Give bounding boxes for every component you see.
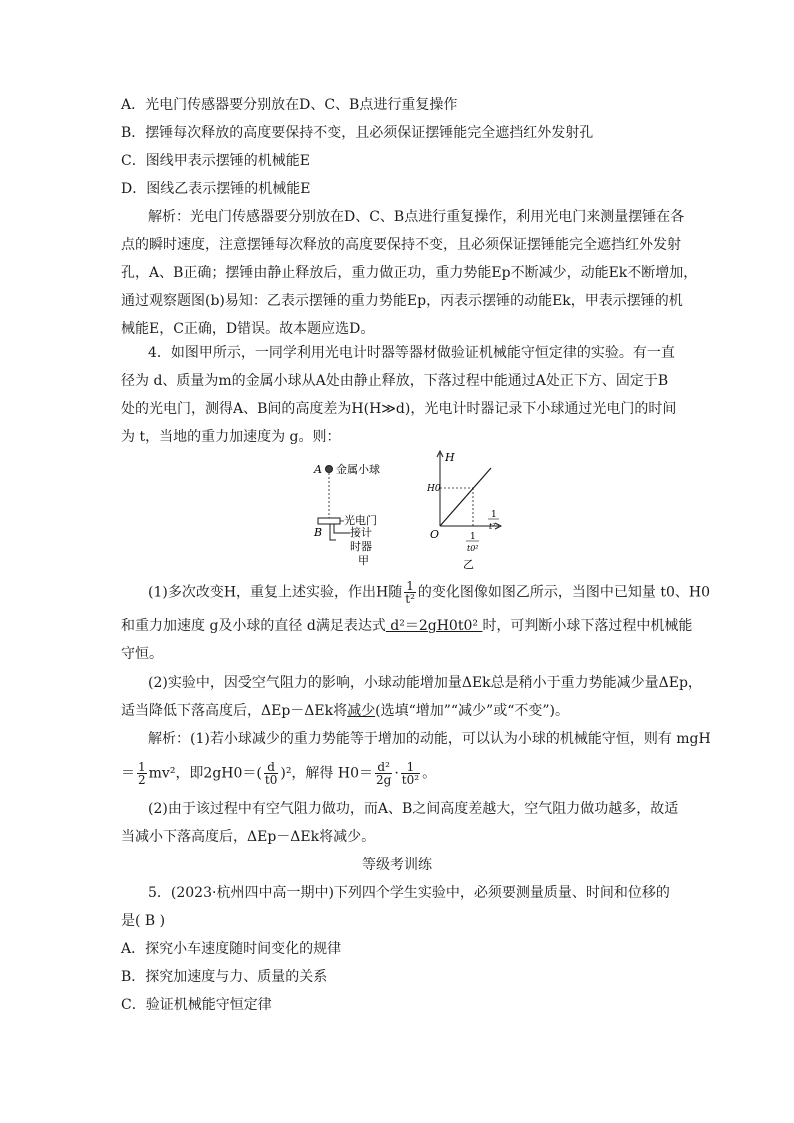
q5-line1: 5．(2023·杭州四中高一期中)下列四个学生实验中，必须要测量质量、时间和位移的 xyxy=(148,885,670,901)
x-tick-den: t0² xyxy=(467,544,479,553)
q5-line2: 是( B ) xyxy=(121,913,166,929)
q4-stem-line: 为 t，当地的重力加速度为 g。则： xyxy=(121,429,341,445)
analysis-q4-line1: 解析：(1)若小球减少的重力势能等于增加的动能，可以认为小球的机械能守恒，则有 mgH xyxy=(148,731,711,747)
point-a-label: A xyxy=(314,463,322,476)
analysis-q3-line: 解析：光电门传感器要分别放在D、C、B点进行重复操作，利用光电门来测量摆锤在各 xyxy=(148,209,685,225)
analysis-q3-line: 点的瞬时速度，注意摆锤每次释放的高度要保持不变，且必须保证摆锤能完全遮挡红外发射 xyxy=(121,237,681,253)
q4-part1-line2: 和重力加速度 g及小球的直径 d满足表达式 d²＝2gH0t0² 时，可判断小球下落过程中机械能 xyxy=(121,618,693,634)
option-d: D．图线乙表示摆锤的机械能E xyxy=(121,181,311,197)
q5-option-b: B．探究加速度与力、质量的关系 xyxy=(121,969,328,985)
y-tick-label: H0 xyxy=(427,484,441,494)
q4-stem-line: 处的光电门，测得A、B间的高度差为H(H≫d)，光电计时器记录下小球通过光电门的时间 xyxy=(121,401,677,417)
q5-option-a: A．探究小车速度随时间变化的规律 xyxy=(121,941,342,957)
option-c: C．图线甲表示摆锤的机械能E xyxy=(121,153,310,169)
q5-option-c: C．验证机械能守恒定律 xyxy=(121,997,272,1013)
section-title: 等级考训练 xyxy=(362,857,432,873)
x-axis-label-num: 1 xyxy=(491,510,497,520)
figure-jia xyxy=(300,458,410,573)
ball-label: 金属小球 xyxy=(336,463,380,476)
y-axis-label: H xyxy=(445,451,455,464)
analysis-q3-line: 孔，A、B正确；摆锤由静止释放后，重力做正功，重力势能Ep不断减少，动能Ek不断增加， xyxy=(121,265,698,281)
fraction-1-over-t2: $\frac{1}{\text{t²}}$ xyxy=(405,579,415,606)
q4-part2-line2: 适当降低下落高度后，ΔEp－ΔEk将减少(选填“增加”“减少”或“不变”)。 xyxy=(121,703,569,719)
answer-blank-2: 减少 xyxy=(347,703,376,719)
timer-label-1: 接计 xyxy=(350,526,372,539)
figure-jia-caption: 甲 xyxy=(358,554,369,567)
analysis-q3-line: 通过观察题图(b)易知：乙表示摆锤的重力势能Ep，丙表示摆锤的动能Ek，甲表示摆锤的机 xyxy=(121,293,683,309)
answer-blank-1: d²＝2gH0t0² xyxy=(385,618,483,634)
point-b-label: B xyxy=(314,526,323,539)
h-vs-inv-t2-line xyxy=(440,468,491,526)
x-tick-num: 1 xyxy=(470,532,476,542)
timer-label-2: 时器 xyxy=(350,540,372,553)
option-a: A．光电门传感器要分别放在D、C、B点进行重复操作 xyxy=(121,97,458,113)
timer-wire xyxy=(330,524,336,540)
analysis-q4-line3: (2)由于该过程中有空气阻力做功，而A、B之间高度差越大，空气阻力做功越多，故适 xyxy=(148,801,679,817)
photogate-label: 光电门 xyxy=(344,514,377,527)
analysis-q3-line: 械能E，C正确，D错误。故本题应选D。 xyxy=(121,321,375,337)
q4-stem-line: 4．如图甲所示，一同学利用光电计时器等器材做验证机械能守恒定律的实验。有一直 xyxy=(148,345,675,361)
q4-part1-line1: (1)多次改变H，重复上述实验，作出H随 $\frac{1}{\text{t²}}$ 的变化图像如图乙所示，当图中已知量 t0、H0 xyxy=(148,579,710,606)
x-axis-label-den: t² xyxy=(489,522,496,531)
option-b: B．摆锤每次释放的高度要保持不变，且必须保证摆锤能完全遮挡红外发射孔 xyxy=(121,125,594,141)
q4-part1-line3: 守恒。 xyxy=(121,646,163,662)
metal-ball xyxy=(326,466,333,473)
q4-part2-line1: (2)实验中，因受空气阻力的影响，小球动能增加量ΔEk总是稍小于重力势能减少量ΔEp， xyxy=(148,675,702,691)
origin-label: O xyxy=(430,528,440,541)
q4-stem-line: 径为 d、质量为m的金属小球从A处由静止释放，下落过程中能通过A处正下方、固定于B xyxy=(121,373,669,389)
photogate-body xyxy=(318,518,340,524)
analysis-q4-equation: ＝ $\frac{1}{2}$ mv²，即2gH0＝( $\frac{d}{t0}$ )²，解得 H0＝ $\frac{\text{d²}}{2g}$ · $\frac{1}{\text{t0²}}$ 。 xyxy=(121,760,437,787)
figure-yi-caption: 乙 xyxy=(463,558,474,571)
analysis-q4-line4: 当减小下落高度后，ΔEp－ΔEk将减少。 xyxy=(121,829,376,845)
figure-yi xyxy=(425,448,515,573)
